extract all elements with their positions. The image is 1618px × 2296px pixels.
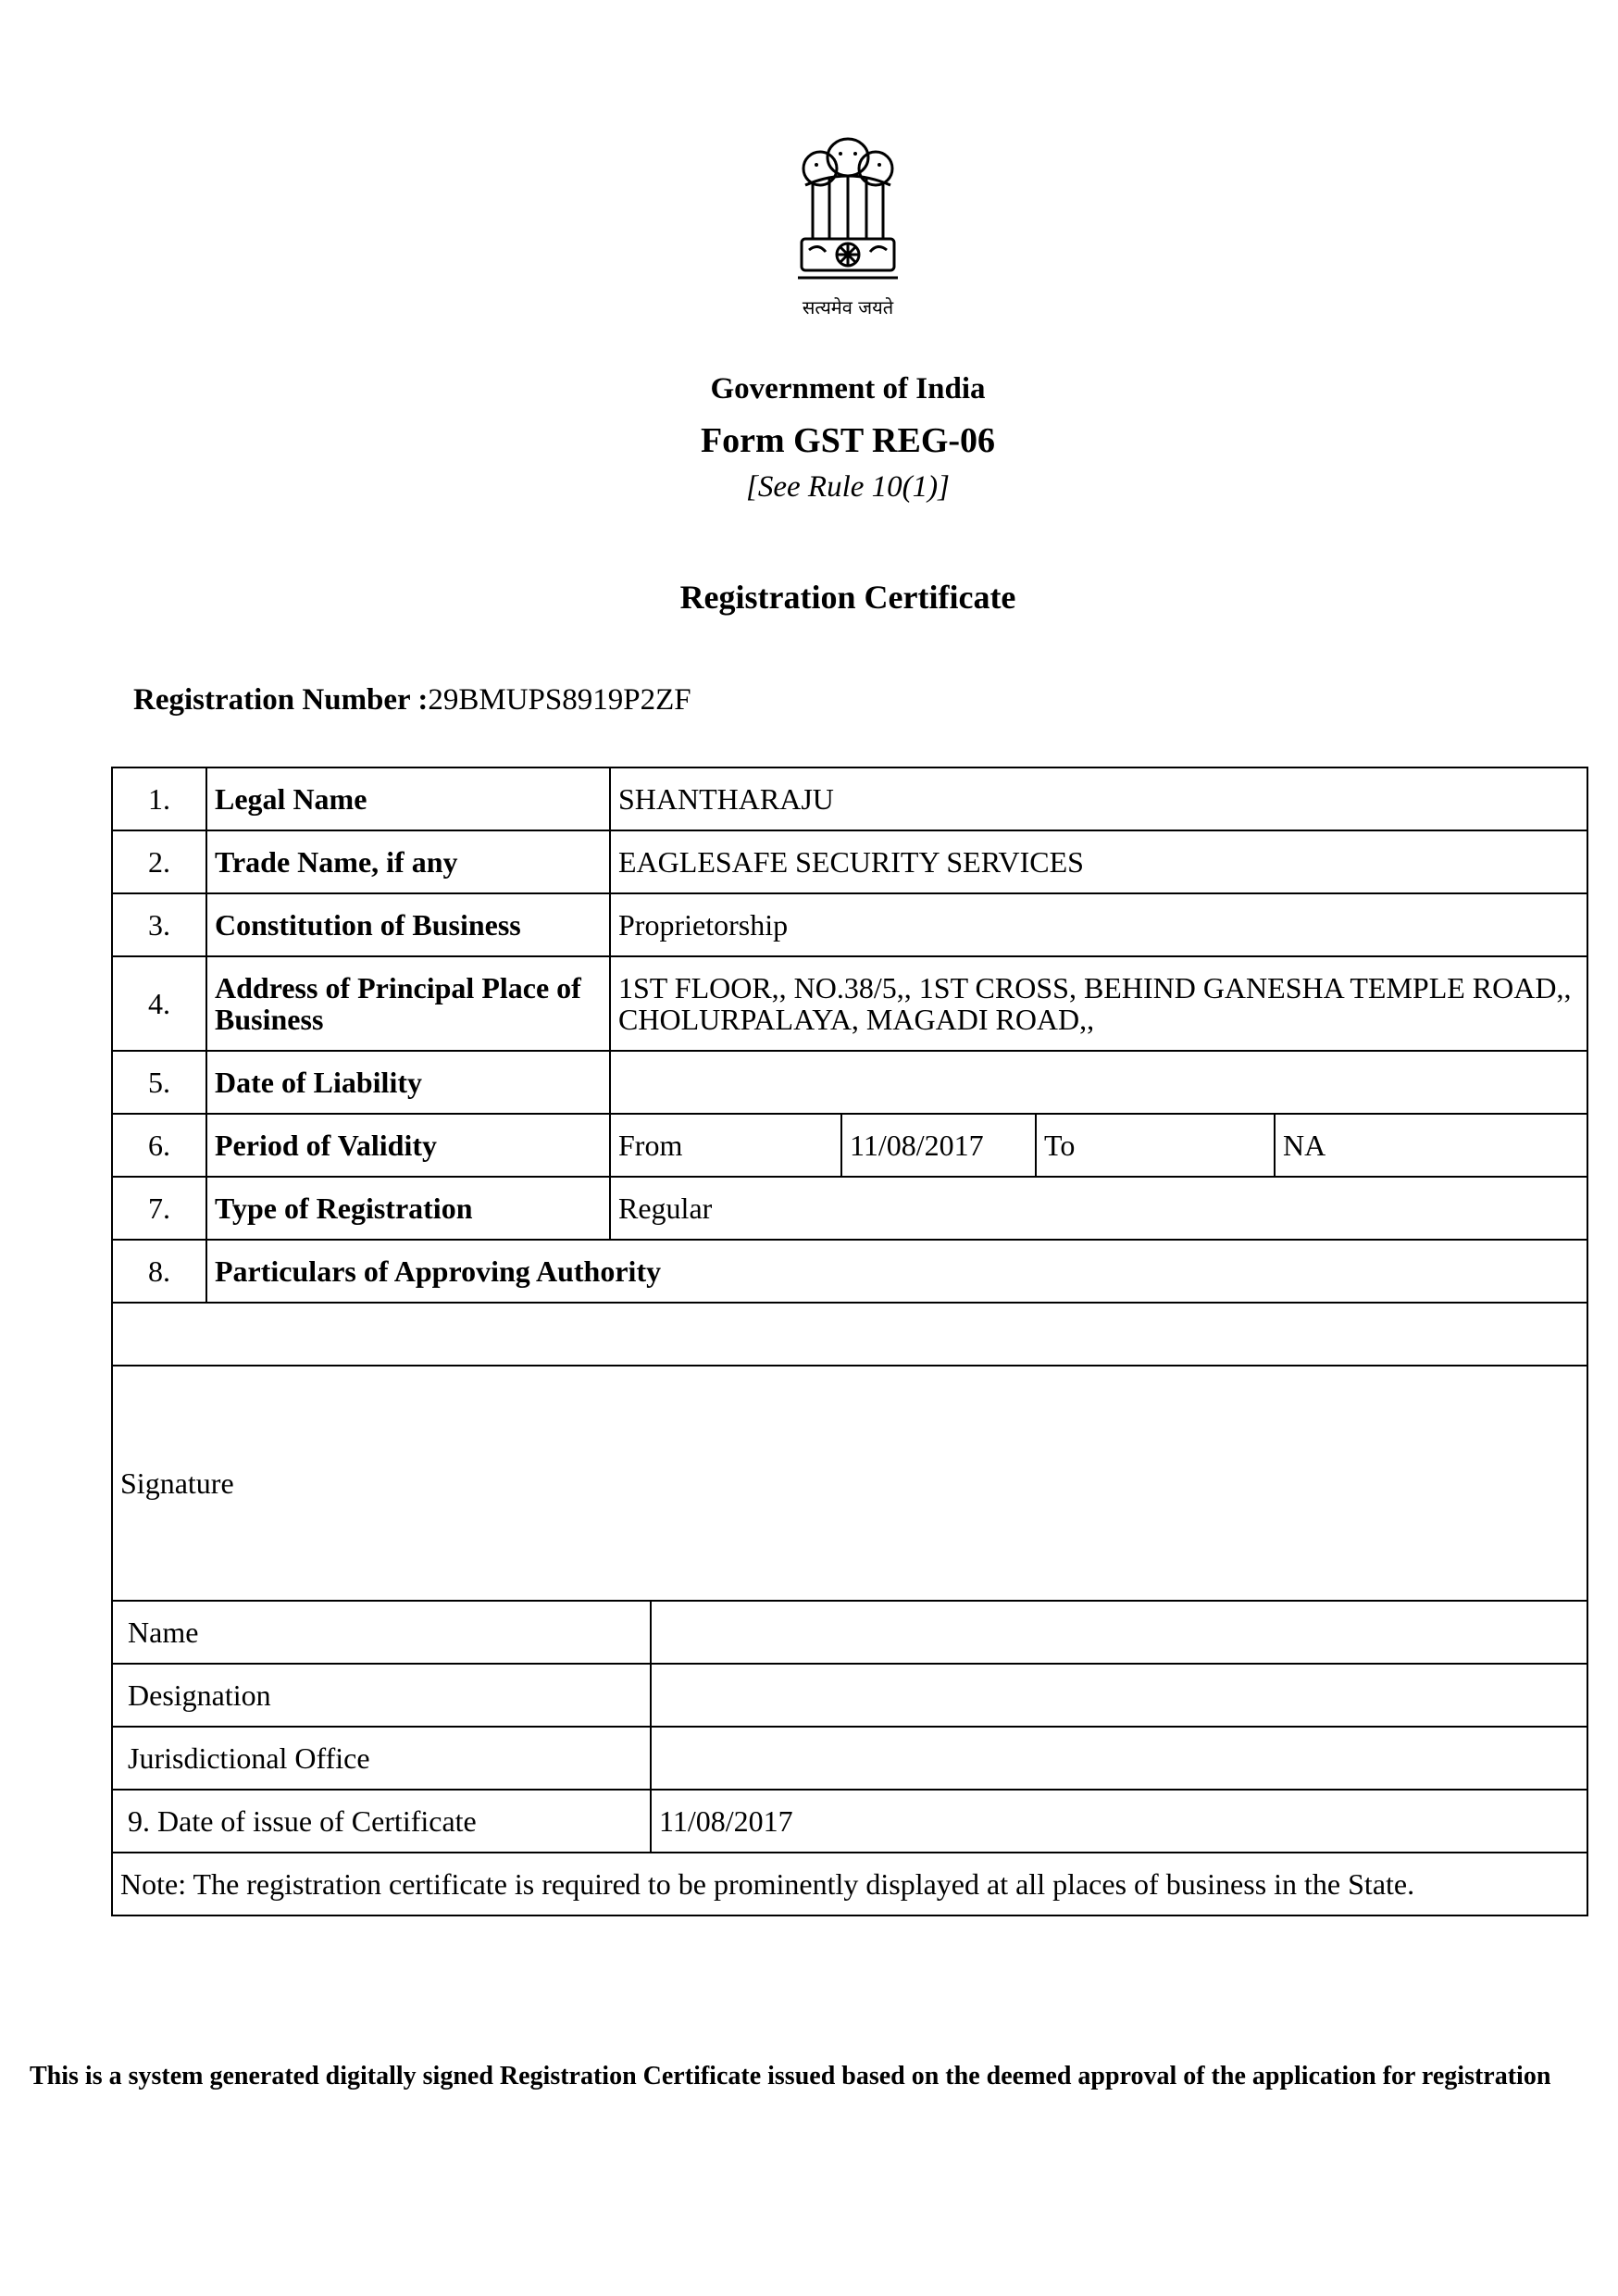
emblem-motto: सत्यमेव जयते	[802, 296, 894, 318]
registration-number-value: 29BMUPS8919P2ZF	[428, 683, 691, 717]
form-title: Form GST REG-06	[700, 421, 996, 460]
national-emblem-icon	[783, 130, 913, 315]
table-row	[112, 893, 1587, 956]
trade-name-value: EAGLESAFE SECURITY SERVICES	[610, 830, 1587, 893]
table-row	[112, 1303, 1587, 1366]
signature-cell	[112, 1366, 1587, 1601]
system-generated-footer: This is a system generated digitally signed Registration Certificate issued based on the deemed approval of the application for registration	[30, 2062, 1551, 2090]
trade-name-label: Trade Name, if any	[206, 830, 610, 893]
row-number: 3.	[112, 893, 206, 956]
jurisdictional-office-label: Jurisdictional Office	[112, 1727, 651, 1790]
row-number: 4.	[112, 956, 206, 1051]
table-row	[112, 1853, 1587, 1915]
validity-from-value: 11/08/2017	[841, 1114, 1036, 1177]
certificate-title: Registration Certificate	[679, 579, 1016, 616]
signature-label: Signature	[120, 1466, 234, 1500]
issue-date-label: 9. Date of issue of Certificate	[112, 1790, 651, 1853]
constitution-label: Constitution of Business	[206, 893, 610, 956]
row-number: 7.	[112, 1177, 206, 1240]
registration-number	[133, 683, 691, 718]
table-row	[112, 767, 1587, 830]
constitution-value: Proprietorship	[610, 893, 1587, 956]
designation-value	[651, 1664, 1587, 1727]
display-note: Note: The registration certificate is required to be prominently displayed at all places of business in the State.	[112, 1853, 1587, 1915]
row-number: 6.	[112, 1114, 206, 1177]
table-row	[112, 1790, 1587, 1853]
address-label: Address of Principal Place of Business	[206, 956, 610, 1051]
certificate-table	[111, 767, 1588, 1916]
rule-reference: [See Rule 10(1)]	[746, 470, 950, 504]
table-row	[112, 1601, 1587, 1664]
registration-number-label: Registration Number :	[133, 683, 429, 717]
liability-date-label: Date of Liability	[206, 1051, 610, 1114]
validity-from-label: From	[610, 1114, 841, 1177]
table-row	[112, 1727, 1587, 1790]
legal-name-label: Legal Name	[206, 767, 610, 830]
validity-to-label: To	[1036, 1114, 1275, 1177]
table-row	[112, 1051, 1587, 1114]
table-row	[112, 1240, 1587, 1303]
blank-row	[112, 1303, 1587, 1366]
name-value	[651, 1601, 1587, 1664]
table-row	[112, 1366, 1587, 1601]
row-number: 2.	[112, 830, 206, 893]
validity-to-value: NA	[1275, 1114, 1587, 1177]
table-row	[112, 1114, 1587, 1177]
table-row	[112, 1177, 1587, 1240]
designation-label: Designation	[112, 1664, 651, 1727]
row-number: 1.	[112, 767, 206, 830]
table-row	[112, 830, 1587, 893]
government-heading: Government of India	[710, 372, 986, 406]
registration-type-value: Regular	[610, 1177, 1587, 1240]
row-number: 8.	[112, 1240, 206, 1303]
liability-date-value	[610, 1051, 1587, 1114]
row-number: 5.	[112, 1051, 206, 1114]
jurisdictional-office-value	[651, 1727, 1587, 1790]
table-row	[112, 956, 1587, 1051]
registration-type-label: Type of Registration	[206, 1177, 610, 1240]
legal-name-value: SHANTHARAJU	[610, 767, 1587, 830]
issue-date-value: 11/08/2017	[651, 1790, 1587, 1853]
name-label: Name	[112, 1601, 651, 1664]
approving-authority-label: Particulars of Approving Authority	[206, 1240, 1587, 1303]
table-row	[112, 1664, 1587, 1727]
emblem-graphic	[792, 130, 903, 296]
validity-label: Period of Validity	[206, 1114, 610, 1177]
address-value: 1ST FLOOR,, NO.38/5,, 1ST CROSS, BEHIND GANESHA TEMPLE ROAD,, CHOLURPALAYA, MAGADI ROAD,,	[610, 956, 1587, 1051]
